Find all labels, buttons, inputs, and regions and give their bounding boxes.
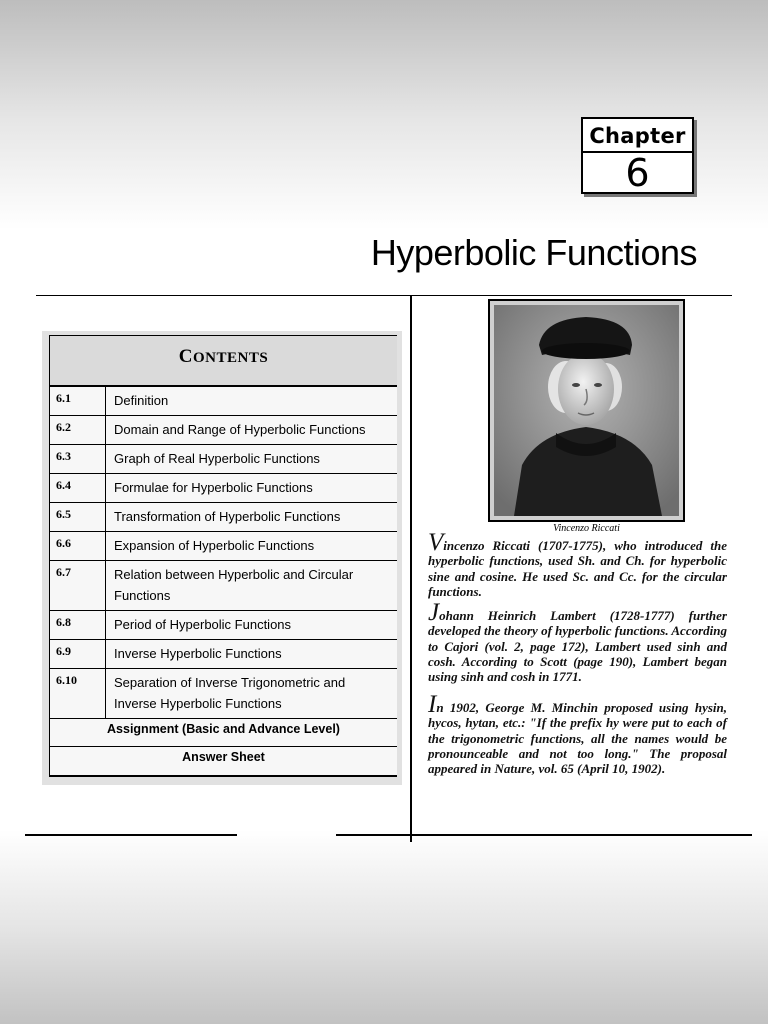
answer-sheet-row: Answer Sheet [182,750,265,764]
section-topic: Separation of Inverse Trigonometric and Inverse Hyperbolic Functions [114,675,346,711]
section-topic: Definition [114,393,169,408]
section-topic: Period of Hyperbolic Functions [114,617,292,632]
section-number: 6.4 [50,474,106,502]
section-number: 6.6 [50,532,106,560]
contents-row [50,387,397,416]
contents-heading [50,336,397,387]
section-topic: Inverse Hyperbolic Functions [114,646,282,661]
contents-row [50,503,397,532]
contents-row [50,445,397,474]
contents-table [49,335,397,777]
top-divider [36,295,732,296]
column-divider [410,296,412,842]
bio-text: n 1902, George M. Minchin proposed using hysin, hycos, hytan, etc.: "If the prefix hy were put to each of the trigonometric functions, all the names would be pronounceable and not too long." The proposal appeared in Nature, vol. 65 (April 10, 1902). [428,700,727,777]
contents-heading-rest: ONTENTS [193,350,269,366]
section-topic: Transformation of Hyperbolic Functions [114,509,341,524]
section-number: 6.5 [50,503,106,531]
assignment-row: Assignment (Basic and Advance Level) [50,719,397,747]
section-topic: Relation between Hyperbolic and Circular Functions [114,567,354,603]
bio-paragraph-minchin [428,691,727,777]
contents-row [50,669,397,719]
bio-paragraph-riccati [428,529,727,599]
section-topic: Graph of Real Hyperbolic Functions [114,451,320,466]
portrait-frame [488,299,685,522]
chapter-number: 6 [625,151,650,195]
bottom-divider-left [25,834,237,836]
contents-row [50,532,397,561]
contents-panel [42,331,402,785]
section-number: 6.7 [50,561,106,610]
section-number: 6.8 [50,611,106,639]
portrait-image [494,305,679,516]
section-topic: Domain and Range of Hyperbolic Functions [114,422,366,437]
bottom-divider-right [336,834,752,836]
section-topic: Expansion of Hyperbolic Functions [114,538,315,553]
section-number: 6.2 [50,416,106,444]
contents-row [50,416,397,445]
page-title: Hyperbolic Functions [370,232,697,273]
portrait-caption: Vincenzo Riccati [553,523,620,534]
contents-row [50,640,397,669]
bio-text: ohann Heinrich Lambert (1728-1777) further developed the theory of hyperbolic functions. According to Cajori (vol. 2, page 172), Lambert used sinh and cosh. According to Scott (page 190), Lambert began using sinh and cosh in 1771. [428,608,727,685]
bio-text: incenzo Riccati (1707-1775), who introduced the hyperbolic functions, used Sh. and Ch. for hyperbolic sine and cosine. He used Sc. and Cc. for the circular functions. [428,538,727,599]
section-number: 6.10 [50,669,106,718]
drop-cap: V [428,529,444,556]
bio-paragraph-lambert [428,599,727,685]
drop-cap: J [428,599,440,626]
drop-cap: I [428,691,437,718]
section-topic: Formulae for Hyperbolic Functions [114,480,313,495]
chapter-box [581,117,694,194]
chapter-label: Chapter [583,119,692,153]
section-number: 6.1 [50,387,106,415]
contents-heading-initial: C [178,346,194,367]
contents-row [50,611,397,640]
section-number: 6.3 [50,445,106,473]
contents-row [50,561,397,611]
contents-row [50,474,397,503]
section-number: 6.9 [50,640,106,668]
